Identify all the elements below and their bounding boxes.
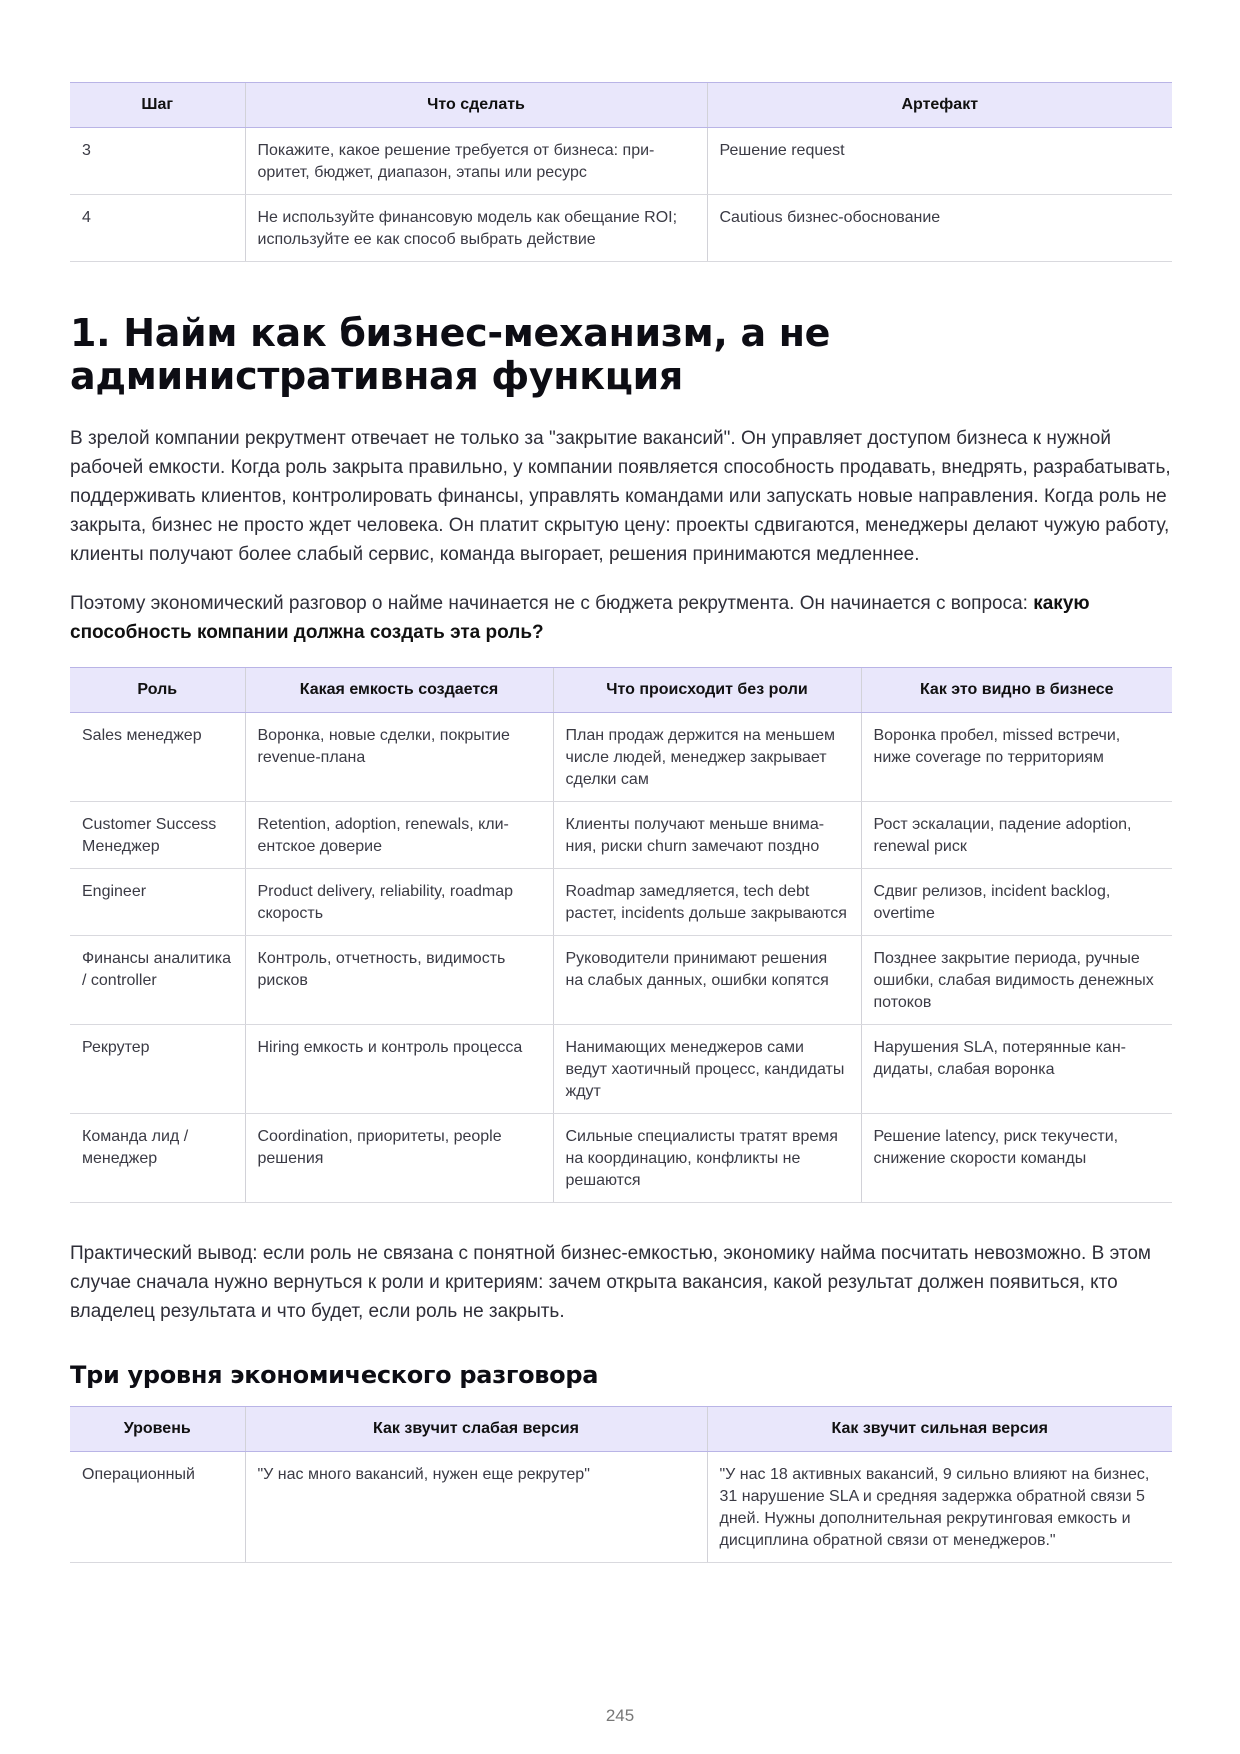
table-row [70,936,1172,1025]
table-row [70,1025,1172,1114]
table-cell: Рост эскалации, падение adoption, renewal риск [861,802,1172,869]
paragraph-text: Поэтому экономический разговор о найме начинается не с бюджета рекрутмента. Он начинается с вопроса: [70,593,1034,614]
table-cell: Финансы аналитика / controller [70,936,245,1025]
table-cell: Решение latency, риск текучести, снижение скорости команды [861,1114,1172,1203]
table-cell: Roadmap замедляется, tech debt растет, incidents дольше закрываются [553,869,861,936]
table-header-row [70,668,1172,713]
column-header: Как звучит слабая версия [245,1407,707,1452]
table-cell: Сдвиг релизов, incident backlog, overtime [861,869,1172,936]
table-row [70,1452,1172,1563]
paragraph-intro: В зрелой компании рекрутмент отвечает не только за "закрытие вакансий". Он управляет доступом бизнеса к нужной рабочей емкости. Когда роль закрыта правильно, у компании появляется способность продавать, внедрять, разрабатывать, поддерживать клиентов, контролировать финансы, управлять командами или запускать новые направления. Когда роль не закрыта, бизнес не просто ждет человека. Он платит скрытую цену: проекты сдвигаются, менеджеры делают чужую работу, клиенты получают более слабый сервис, команда выгорает, решения принимаются медленнее. [70,428,1171,565]
steps-table [70,82,1172,262]
table-cell: Нарушения SLA, потерянные кандидаты, слабая воронка [861,1025,1172,1114]
document-page [70,82,1172,1563]
table-row [70,1114,1172,1203]
table-cell: Покажите, какое решение требуется от бизнеса: приоритет, бюджет, диапазон, этапы или ресурс [245,128,707,195]
column-header: Артефакт [707,83,1172,128]
column-header: Какая емкость создается [245,668,553,713]
table-cell: Product delivery, reliability, roadmap скорость [245,869,553,936]
table-row [70,802,1172,869]
roles-table [70,667,1172,1203]
table-cell: 4 [70,195,245,262]
table-header-row [70,83,1172,128]
levels-table [70,1406,1172,1563]
table-cell: Engineer [70,869,245,936]
column-header: Уровень [70,1407,245,1452]
table-cell: "У нас 18 активных вакансий, 9 сильно влияют на бизнес, 31 нарушение SLA и средняя задержка обратной связи 5 дней. Нужны дополнительная рекрутинговая емкость и дисциплина обратной связи от менеджеров." [707,1452,1172,1563]
table-cell: 3 [70,128,245,195]
table-row [70,869,1172,936]
column-header: Шаг [70,83,245,128]
table-cell: Контроль, отчетность, видимость рисков [245,936,553,1025]
table-cell: План продаж держится на меньшем числе людей, менеджер закрывает сделки сам [553,713,861,802]
subsection-title: Три уровня экономического разговора [70,1361,599,1389]
table-cell: Решение request [707,128,1172,195]
paragraph-emphasis: какую способность компании должна создать эта роль? [70,593,1090,643]
paragraph-conclusion: Практический вывод: если роль не связана с понятной бизнес-емкостью, экономику найма посчитать невозможно. В этом случае сначала нужно вернуться к роли и критериям: зачем открыта вакансия, какой результат должен появиться, кто владелец результата и что будет, если роль не закрыть. [70,1243,1151,1322]
table-cell: Команда лид / менеджер [70,1114,245,1203]
table-cell: Операционный [70,1452,245,1563]
table-cell: Coordination, приоритеты, people решения [245,1114,553,1203]
table-row [70,128,1172,195]
table-cell: Не используйте финансовую модель как обещание ROI; используйте ее как способ выбрать действие [245,195,707,262]
table-cell: Руководители принимают решения на слабых данных, ошибки копятся [553,936,861,1025]
table-cell: "У нас много вакансий, нужен еще рекрутер" [245,1452,707,1563]
column-header: Что сделать [245,83,707,128]
table-cell: Customer Success Менеджер [70,802,245,869]
page-number: 245 [605,1706,635,1725]
column-header: Что происходит без роли [553,668,861,713]
column-header: Роль [70,668,245,713]
table-cell: Воронка, новые сделки, покрытие revenue-плана [245,713,553,802]
section-title: 1. Найм как бизнес-механизм, а не административная функция [70,311,831,398]
table-row [70,195,1172,262]
table-cell: Cautious бизнес-обоснование [707,195,1172,262]
table-header-row [70,1407,1172,1452]
table-cell: Retention, adoption, renewals, клиентское доверие [245,802,553,869]
table-cell: Рекрутер [70,1025,245,1114]
table-row [70,713,1172,802]
table-cell: Нанимающих менеджеров сами ведут хаотичный процесс, кандидаты ждут [553,1025,861,1114]
table-cell: Воронка пробел, missed встречи, ниже coverage по территориям [861,713,1172,802]
table-cell: Hiring емкость и контроль процесса [245,1025,553,1114]
column-header: Как звучит сильная версия [707,1407,1172,1452]
table-cell: Sales менеджер [70,713,245,802]
table-cell: Клиенты получают меньше внимания, риски churn замечают поздно [553,802,861,869]
paragraph-question [70,589,1172,647]
table-cell: Сильные специалисты тратят время на координацию, конфликты не решаются [553,1114,861,1203]
table-cell: Позднее закрытие периода, ручные ошибки, слабая видимость денежных потоков [861,936,1172,1025]
column-header: Как это видно в бизнесе [861,668,1172,713]
